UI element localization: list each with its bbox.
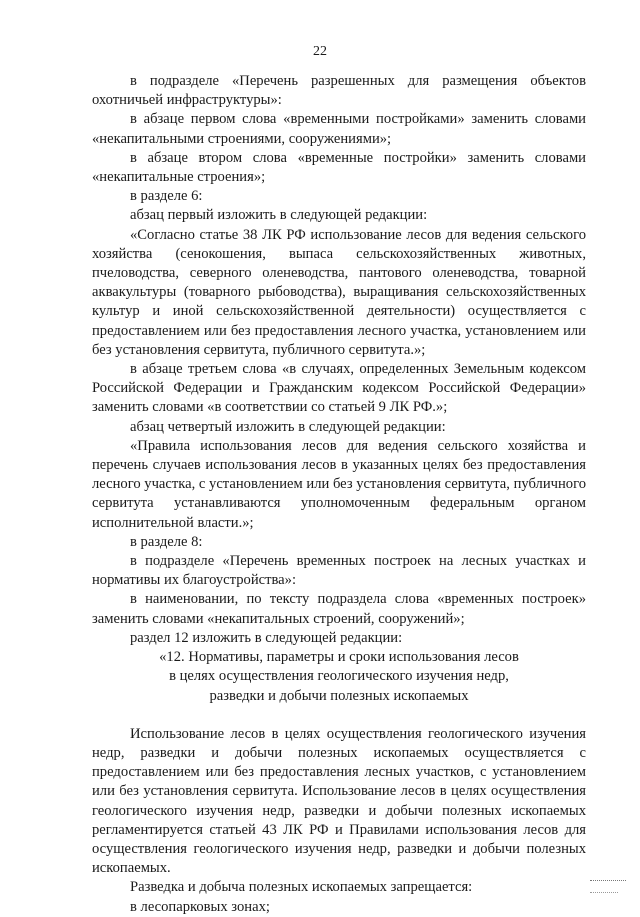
section-heading-line: «12. Нормативы, параметры и сроки использования лесов	[159, 649, 519, 666]
scan-edge-mark	[590, 880, 626, 885]
paragraph: в подразделе «Перечень временных построек на лесных участках и нормативы их благоустройства»:	[92, 553, 586, 589]
section-heading-line: в целях осуществления геологического изучения недр,	[169, 668, 509, 685]
paragraph: в подразделе «Перечень разрешенных для размещения объектов охотничьей инфраструктуры»:	[92, 73, 586, 109]
scan-edge-mark	[590, 892, 618, 897]
page-number: 22	[313, 44, 327, 59]
paragraph: «Правила использования лесов для ведения сельского хозяйства и перечень случаев использования лесов в указанных целях без предоставления лесного участка, с установлением или без установления сервитута, публичного сервитута устанавливаются уполномоченным федеральным органом исполнительной власти.»;	[92, 437, 586, 531]
paragraph: в разделе 8:	[130, 533, 203, 550]
paragraph: «Согласно статье 38 ЛК РФ использование лесов для ведения сельского хозяйства (сенокошения, выпаса сельскохозяйственных животных, пчеловодства, северного оленеводства, пантового оленеводства, товарной аквакультуры (товарного рыбоводства), выращивания сельскохозяйственных культур и иной сельскохозяйственной деятельности) осуществляется с предоставлением или без предоставления лесного участка, установлением или без установления сервитута, публичного сервитута.»;	[92, 226, 586, 358]
document-body	[92, 72, 586, 917]
spacer	[92, 706, 586, 725]
paragraph: в абзаце втором слова «временные постройки» заменить словами «некапитальные строения»;	[92, 149, 586, 186]
paragraph: раздел 12 изложить в следующей редакции:	[130, 629, 403, 646]
paragraph: в разделе 6:	[130, 188, 203, 205]
paragraph: абзац четвертый изложить в следующей редакции:	[130, 418, 446, 435]
paragraph: в абзаце третьем слова «в случаях, определенных Земельным кодексом Российской Федерации и Гражданским кодексом Российской Федерации» заменить словами «в соответствии со статьей 9 ЛК РФ.»;	[92, 361, 586, 416]
paragraph: в наименовании, по тексту подраздела слова «временных построек» заменить словами «некапитальных строений, сооружений»;	[92, 591, 586, 627]
paragraph: в лесопарковых зонах;	[130, 898, 270, 915]
section-heading-line: разведки и добычи полезных ископаемых	[209, 687, 469, 704]
paragraph: в абзаце первом слова «временными постройками» заменить словами «некапитальными строениями, сооружениями»;	[92, 111, 586, 147]
paragraph: Использование лесов в целях осуществления геологического изучения недр, разведки и добычи полезных ископаемых осуществляется с предоставлением или без предоставления лесных участков, с установлением или без установления сервитута. Использование лесов в целях осуществления геологического изучения недр, разведки и добычи полезных ископаемых регламентируется статьей 43 ЛК РФ и Правилами использования лесов для осуществления геологического изучения недр, разведки и добычи полезных ископаемых.	[92, 725, 586, 877]
paragraph: Разведка и добыча полезных ископаемых запрещается:	[130, 879, 473, 896]
paragraph: абзац первый изложить в следующей редакции:	[130, 207, 428, 224]
